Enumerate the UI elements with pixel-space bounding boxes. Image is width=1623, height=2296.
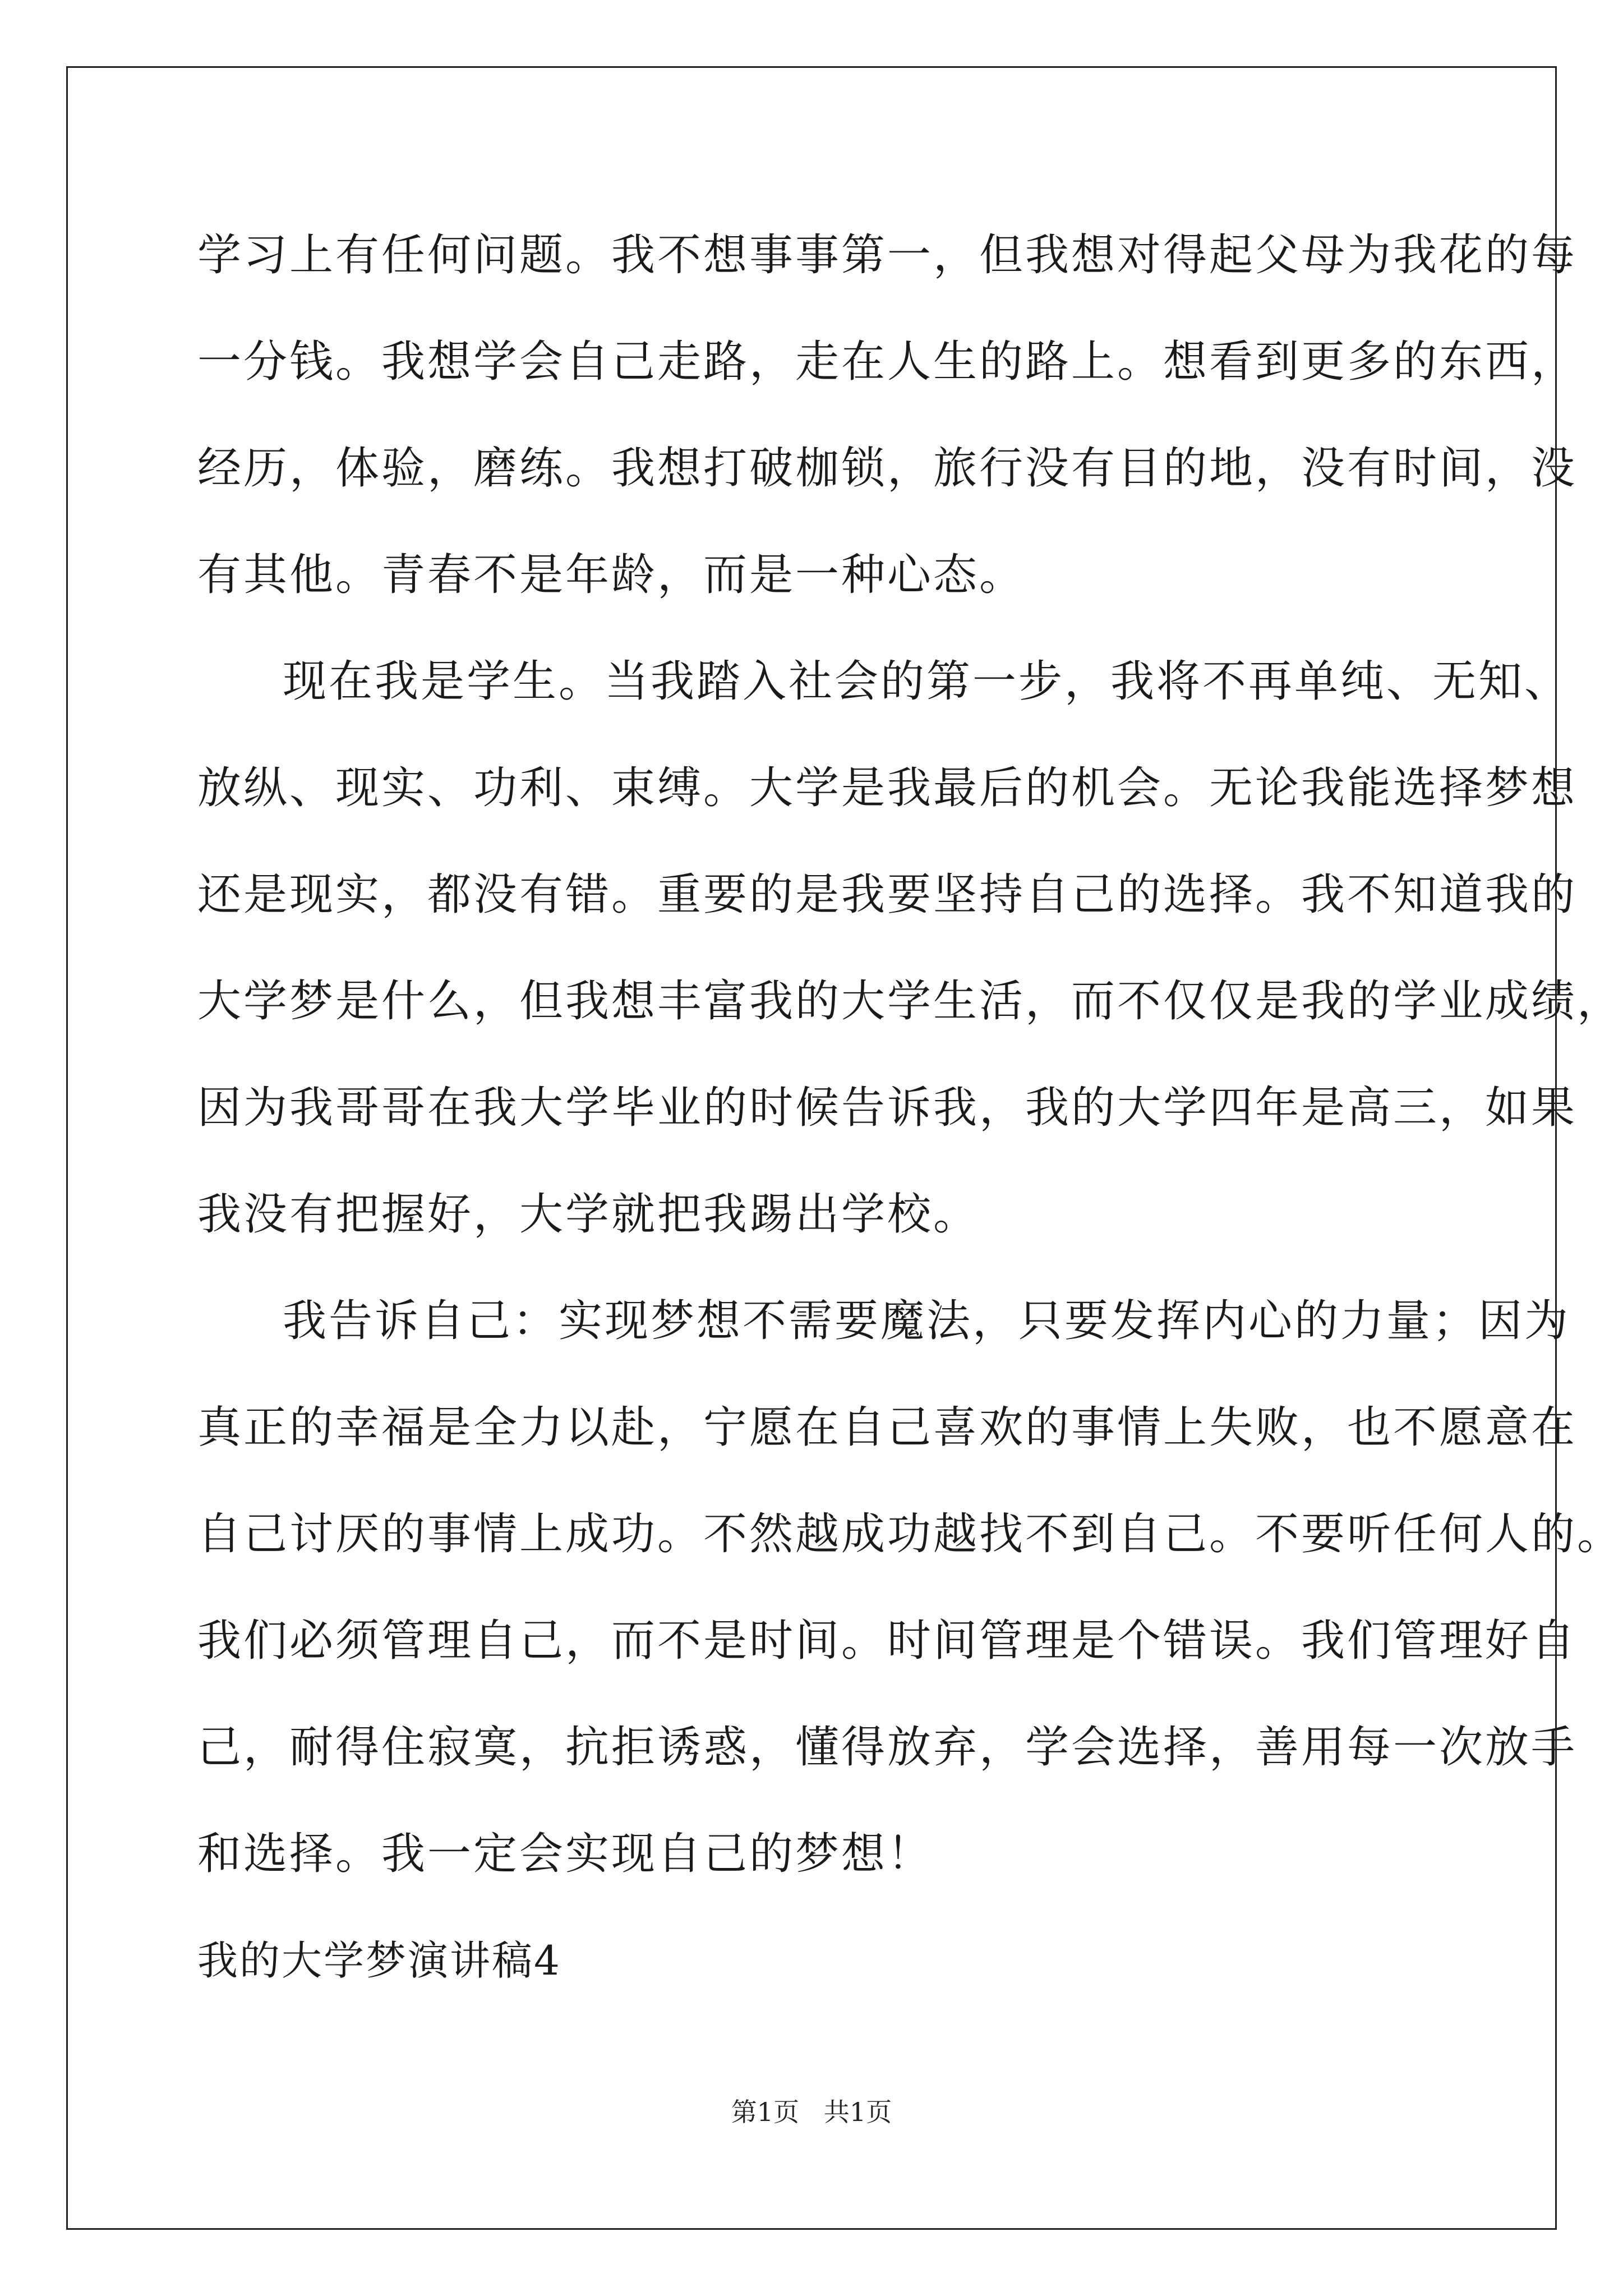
text-line: 因为我哥哥在我大学毕业的时候告诉我，我的大学四年是高三，如果 xyxy=(197,1083,1578,1133)
document-body xyxy=(197,202,1623,2014)
text-line: 放纵、现实、功利、束缚。大学是我最后的机会。无论我能选择梦想 xyxy=(197,763,1578,813)
text-line: 还是现实，都没有错。重要的是我要坚持自己的选择。我不知道我的 xyxy=(197,869,1578,920)
text-line: 真正的幸福是全力以赴，宁愿在自己喜欢的事情上失败，也不愿意在 xyxy=(197,1402,1578,1453)
text-line: 一分钱。我想学会自己走路，走在人生的路上。想看到更多的东西， xyxy=(197,337,1578,387)
text-line: 我没有把握好，大学就把我踢出学校。 xyxy=(197,1189,980,1240)
text-line: 学习上有任何问题。我不想事事第一，但我想对得起父母为我花的每 xyxy=(197,230,1578,280)
text-line: 现在我是学生。当我踏入社会的第一步，我将不再单纯、无知、 xyxy=(283,656,1571,707)
section-heading: 我的大学梦演讲稿4 xyxy=(197,1937,561,1984)
paragraph-2 xyxy=(197,628,1623,1268)
page-number-footer: 第1页 共1页 xyxy=(731,2097,892,2127)
text-line: 我们必须管理自己，而不是时间。时间管理是个错误。我们管理好自 xyxy=(197,1616,1578,1666)
text-line: 我告诉自己：实现梦想不需要魔法，只要发挥内心的力量；因为 xyxy=(283,1296,1571,1346)
paragraph-1 xyxy=(197,202,1578,628)
text-line: 和选择。我一定会实现自己的梦想！ xyxy=(197,1829,934,1879)
text-line: 大学梦是什么，但我想丰富我的大学生活，而不仅仅是我的学业成绩， xyxy=(197,976,1623,1027)
text-line: 有其他。青春不是年龄，而是一种心态。 xyxy=(197,550,1026,600)
paragraph-3 xyxy=(197,1268,1623,1907)
text-line: 己，耐得住寂寞，抗拒诱惑，懂得放弃，学会选择，善用每一次放手 xyxy=(197,1722,1578,1773)
text-line: 经历，体验，磨练。我想打破枷锁，旅行没有目的地，没有时间，没 xyxy=(197,443,1578,494)
text-line: 自己讨厌的事情上成功。不然越成功越找不到自己。不要听任何人的。 xyxy=(197,1509,1623,1559)
